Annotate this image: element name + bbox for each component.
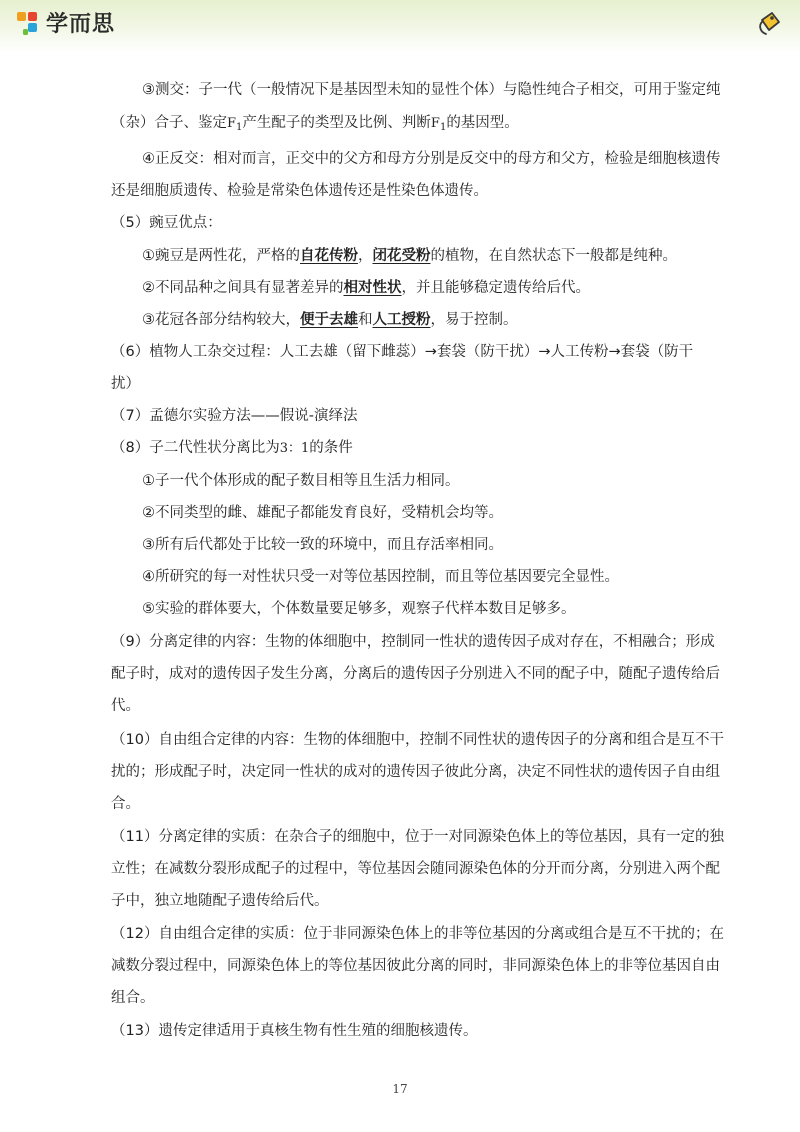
text-line: 组合。 (111, 990, 155, 1006)
section-heading: （6）植物人工杂交过程：人工去雄（留下雌蕊）→套袋（防干扰）→人工传粉→套袋（防干 (111, 344, 694, 360)
text-line: 子中，独立地随配子遗传给后代。 (111, 893, 329, 909)
list-item: ③所有后代都处于比较一致的环境中，而且存活率相同。 (142, 537, 503, 553)
key-term: 人工授粉 (372, 312, 431, 328)
section-heading: （10）自由组合定律的内容：生物的体细胞中，控制不同性状的遗传因子的分离和组合是互不干 (111, 732, 724, 748)
list-item: ①子一代个体形成的配子数目相等且生活力相同。 (142, 473, 460, 489)
text-line: ②不同品种之间具有显著差异的相对性状，并且能够稳定遗传给后代。 (142, 280, 590, 296)
key-term: 相对性状 (343, 280, 402, 296)
text-line: 扰） (111, 376, 140, 392)
text-line: ③花冠各部分结构较大，便于去雄和人工授粉，易于控制。 (142, 312, 518, 328)
text-line: ③测交：子一代（一般情况下是基因型未知的显性个体）与隐性纯合子相交，可用于鉴定纯 (142, 82, 721, 98)
key-term: 闭花受粉 (372, 248, 431, 264)
text-line: 立性；在减数分裂形成配子的过程中，等位基因会随同源染色体的分开而分离，分别进入两个配 (111, 861, 720, 877)
text-line: 还是细胞质遗传、检验是常染色体遗传还是性染色体遗传。 (111, 183, 488, 199)
text-line: 代。 (111, 698, 140, 714)
section-heading: （7）孟德尔实验方法——假说-演绎法 (111, 408, 358, 424)
list-item: ④所研究的每一对性状只受一对等位基因控制，而且等位基因要完全显性。 (142, 569, 619, 585)
logo-text: 学而思 (46, 12, 116, 37)
text-line: 减数分裂过程中，同源染色体上的等位基因彼此分离的同时，非同源染色体上的非等位基因自由 (111, 958, 720, 974)
text-line: ④正反交：相对而言，正交中的父方和母方分别是反交中的母方和父方，检验是细胞核遗传 (142, 151, 721, 167)
text-line: ①豌豆是两性花，严格的自花传粉，闭花受粉的植物，在自然状态下一般都是纯种。 (142, 248, 677, 264)
text-line: 合。 (111, 796, 140, 812)
section-heading: （12）自由组合定律的实质：位于非同源染色体上的非等位基因的分离或组合是互不干扰的；在 (111, 926, 724, 942)
section-heading: （11）分离定律的实质：在杂合子的细胞中，位于一对同源染色体上的等位基因，具有一定的独 (111, 829, 724, 845)
section-heading: （8）子二代性状分离比为3：1的条件 (111, 440, 353, 456)
page-number: 17 (392, 1082, 408, 1096)
text-line: （杂）合子、鉴定$F_1$产生配子的类型及比例、判断$F_1$的基因型。 (111, 115, 519, 133)
section-heading: （5）豌豆优点： (111, 215, 222, 231)
section-heading: （13）遗传定律适用于真核生物有性生殖的细胞核遗传。 (111, 1023, 478, 1039)
text-line: 扰的；形成配子时，决定同一性状的成对的遗传因子彼此分离，决定不同性状的遗传因子自由组 (111, 764, 720, 780)
list-item: ②不同类型的雌、雄配子都能发育良好，受精机会均等。 (142, 505, 503, 521)
list-item: ⑤实验的群体要大，个体数量要足够多，观察子代样本数目足够多。 (142, 601, 576, 617)
key-term: 便于去雄 (300, 312, 358, 328)
text-line: 配子时，成对的遗传因子发生分离，分离后的遗传因子分别进入不同的配子中，随配子遗传给后 (111, 666, 720, 682)
key-term: 自花传粉 (300, 248, 358, 264)
section-heading: （9）分离定律的内容：生物的体细胞中，控制同一性状的遗传因子成对存在，不相融合；形成 (111, 634, 715, 650)
